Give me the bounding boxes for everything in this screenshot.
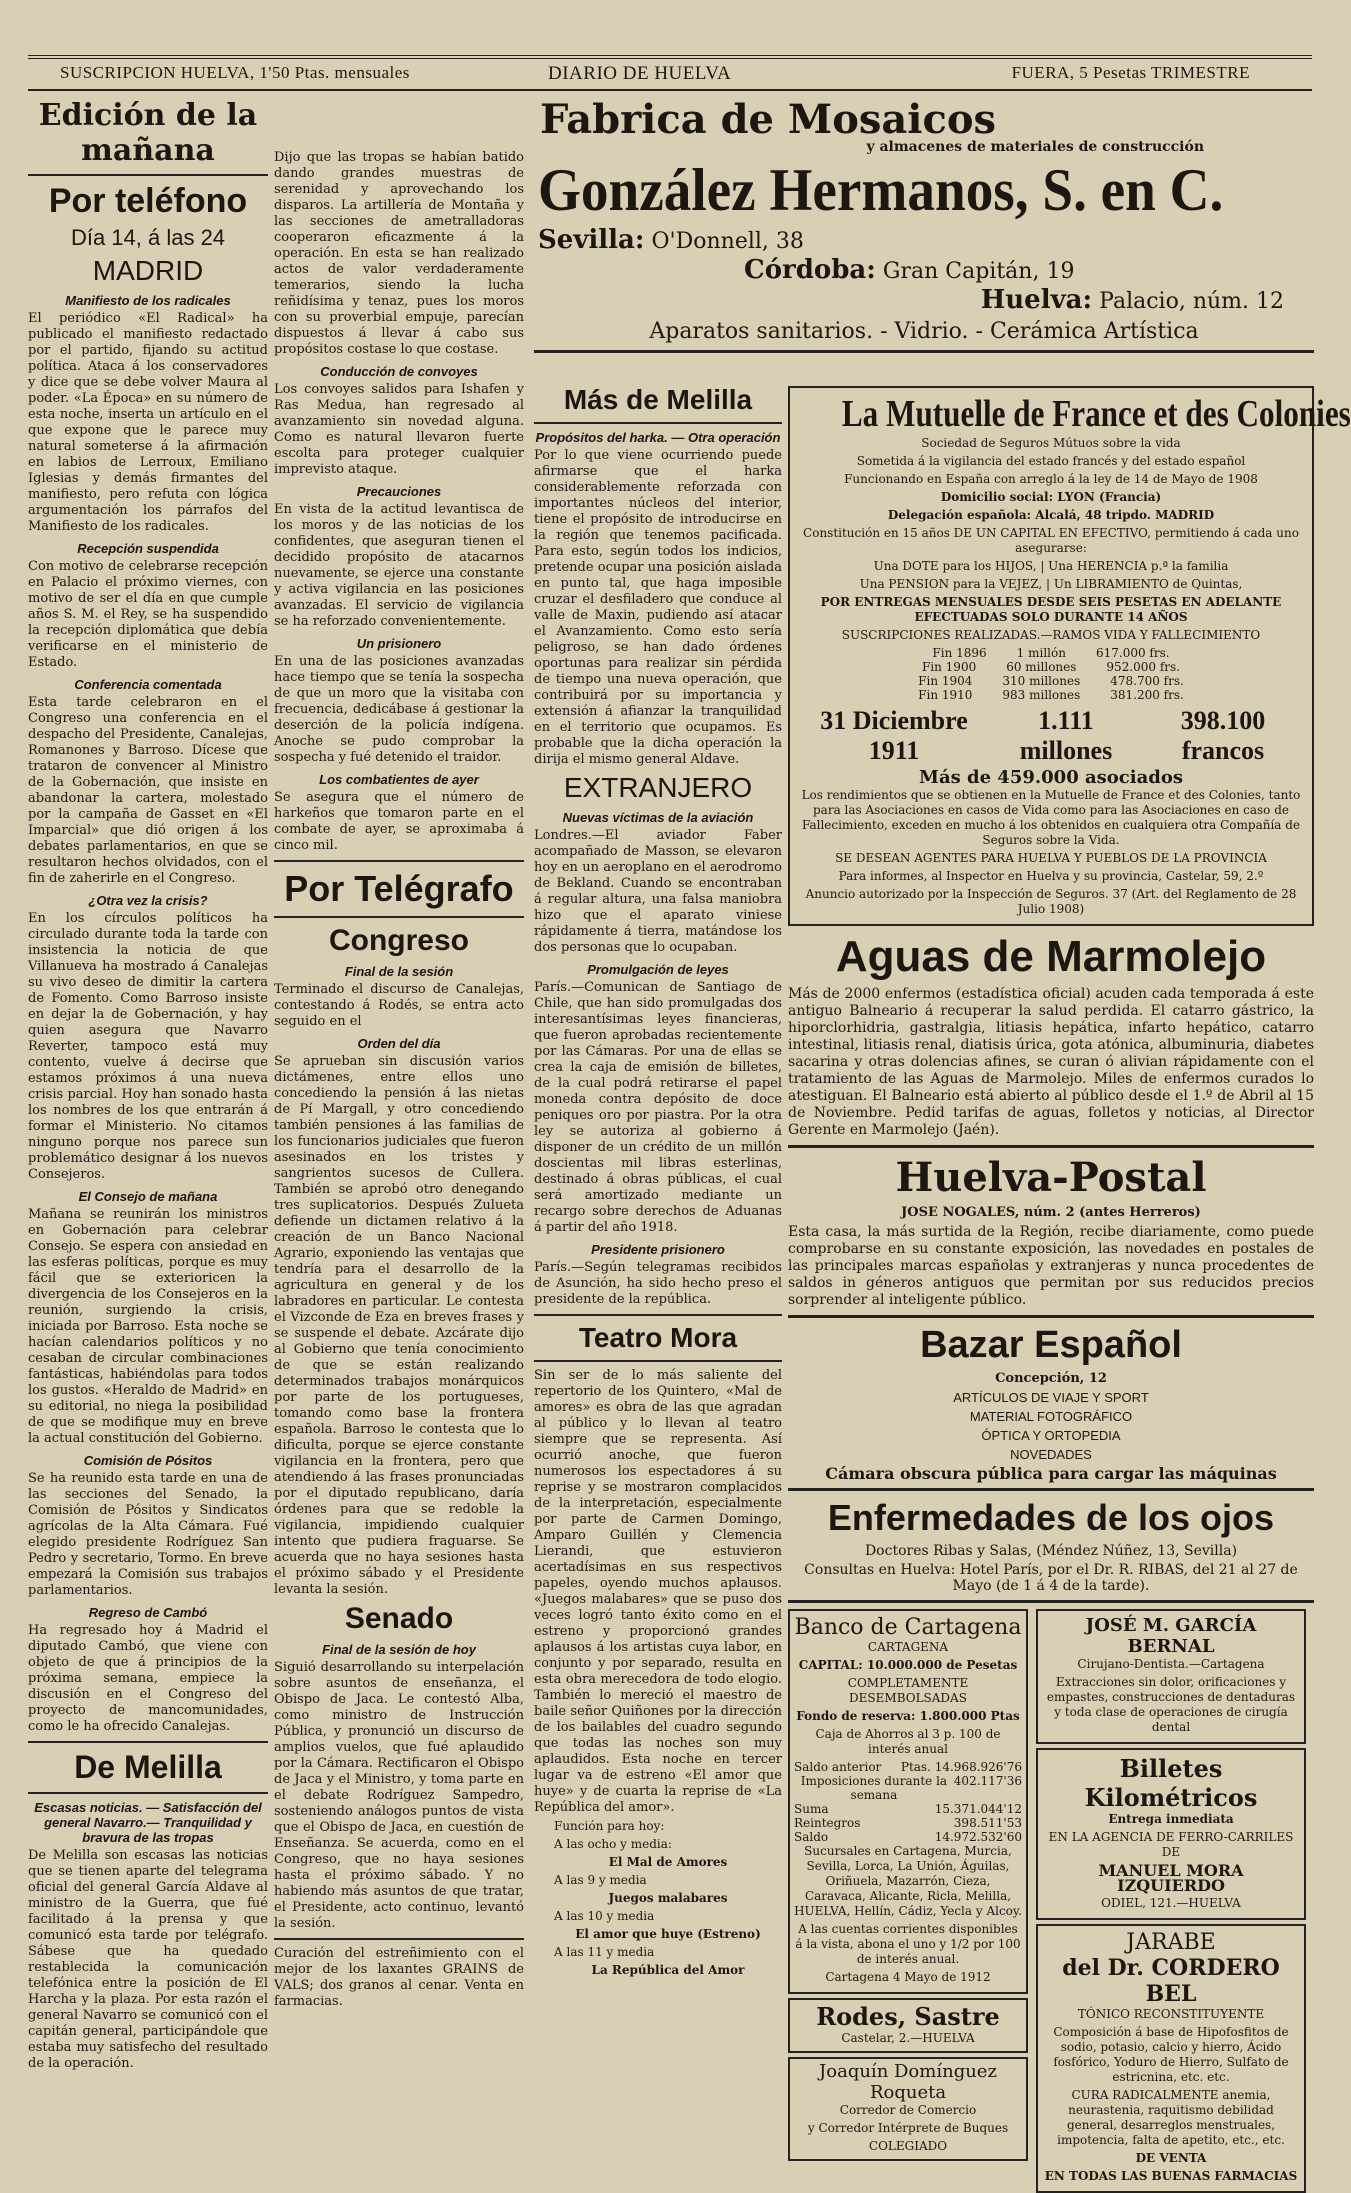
section-title: Precauciones bbox=[356, 484, 442, 499]
right-small-ads bbox=[1036, 1609, 1306, 2193]
bazar-espanol-ad: Bazar Español Concepción, 12 ARTÍCULOS DE VIAJE Y SPORT MATERIAL FOTOGRÁFICO ÓPTICA Y ORTOPEDIA NOVEDADES Cámara obscura pública para cargar las máquinas bbox=[825, 1324, 1277, 1483]
banco-row: Reintegros 398.511'53 bbox=[794, 1816, 1022, 1830]
section-text: París.—Según telegramas recibidos de Asunción, ha sido hecho preso el presidente de la república. bbox=[534, 1260, 782, 1307]
mutuelle-row: Fin 1904 310 millones 478.700 frs. bbox=[918, 674, 1184, 688]
por-telefono-heading: Por teléfono bbox=[48, 182, 248, 220]
section-title: El Consejo de mañana bbox=[78, 1189, 218, 1204]
section-title: Conferencia comentada bbox=[74, 677, 222, 692]
section-text: El periódico «El Radical» ha publicado el manifiesto redactado por el partido, fijando su actitud política. Ataca á los conservadores y dice que se debe volver Maura al poder. «La Época» en su número de esta noche, inserta un artículo en el que expone que le parece muy natural someterse á la afirmación en labios de Lerroux, Emiliano Iglesias y demás firmantes del manifiesto, pero refuta con lógica argumentación los párrafos del Manifiesto de los radicales. bbox=[28, 311, 268, 534]
banco-row: Suma 15.371.044'12 bbox=[794, 1802, 1022, 1816]
column-4 bbox=[788, 380, 1351, 2183]
gonzalez-heading: González Hermanos, S. en C. bbox=[538, 157, 1224, 223]
jarabe-ad: JARABE del Dr. CORDERO BEL TÓNICO RECONSTITUYENTE Composición á base de Hipofosfitos de sodio, potasio, calcio y hierro, Ácido fosfórico, Yoduro de Hierro, Sulfato de estricnina, etc. etc. CURA RADICALMENTE anemia, neurastenia, raquitismo debilidad general, desarreglos menstruales, impotencia, falta de apetito, etc., etc. DE VENTA EN TODAS LAS BUENAS FARMACIAS bbox=[1036, 1924, 1306, 2193]
subscription-huelva: SUSCRIPCION HUELVA, 1'50 Ptas. mensuales bbox=[60, 63, 410, 82]
section-text: Mañana se reunirán los ministros en Gobernación para celebrar Consejo. Se espera con ansiedad en las esferas políticas, porque es muy fácil que se exterioricen la divergencia de los Consejeros en la reunión, surgiendo la crisis, iniciada por Barroso. Esta noche se hacían calendarios políticos y no cesaban de circular combinaciones fantásticas, habiéndolas para todos los gustos. «Heraldo de Madrid» en su editorial, no niega la posibilidad de que se modifique muy en breve la actual constitución del Gobierno. bbox=[28, 1207, 268, 1446]
teatro-heading: Teatro Mora bbox=[578, 1322, 738, 1353]
huelva-address: Huelva: Palacio, núm. 12 bbox=[980, 285, 1284, 315]
section-text: En vista de la actitud levantisca de los moros y de las noticias de los confidentes, que aseguran tienen el decidido propósito de atacarnos nuevamente, se ejerce una constante y activa vigilancia en las posiciones avanzadas. El servicio de vigilancia se ha reforzado convenientemente. bbox=[274, 502, 524, 629]
section-text: Londres.—El aviador Faber acompañado de Masson, se elevaron hoy en un aeroplano en el aerodromo de Bekland. Cuando se encontraban á regular altura, una falsa maniobra hizo que el aparato viniese rápidamente á tierra, matándose los dos personas que lo ocupaban. bbox=[534, 828, 782, 955]
section-text: París.—Comunican de Santiago de Chile, que han sido promulgadas dos interesantísimas leyes financieras, que fueron aprobadas recientemente por las Cámaras. Por una de ellas se crea la caja de emisión de billetes, de la cual podrá retirarse el papel moneda contra depósito de doce peniques oro por piastra. Por la otra ley se autoriza al gobierno á disponer de un crédito de un millón doscientas mil libras esterlinas, destinado á obras públicas, el cual será amortizado mediante un recargo sobre derechos de Aduanas á partir del año 1918. bbox=[534, 980, 782, 1235]
section-text: Esta tarde celebraron en el Congreso una conferencia en el despacho del Presidente, Canalejas, Romanones y Barroso. Dícese que trataron de convencer al Ministro de la Gobernación, que insiste en abandonar la cartera, molestado por la campaña de Gasset en «El Imparcial» que dió origen á los debates parlamentarios, en que se resultaron hechos olvidados, con el fin de zaherirle en el Congreso. bbox=[28, 695, 268, 886]
section-text: Dijo que las tropas se habían batido dando grandes muestras de serenidad y aprovechando los disparos. La artillería de Montaña y las secciones de ametralladoras cooperaron eficazmente á la operación. En esta se han realizado actos de valor verdaderamente temerarios, siendo la lucha reñidísima y tenaz, pues los moros con su proverbial empuje, parecían dispuestos á llevar á cabo sus propósitos costase lo que costase. bbox=[274, 150, 524, 357]
dateline: Día 14, á las 24 bbox=[70, 225, 226, 250]
section-text: De Melilla son escasas las noticias que se tienen aparte del telegrama oficial del general García Aldave al ministro de la Guerra, que fué facilitado á la prensa y que comunicó esta tarde por telégrafo. Sábese que ha quedado restablecida la comunicación telefónica entre la posición de El Harcha y la plaza. Por esta razón el general Navarro se comunicó con el capitán general, participándole que estaba muy satisfecho del resultado de la operación. bbox=[28, 1848, 268, 2071]
section-text: Se aprueban sin discusión varios dictámenes, entre ellos uno concediendo la pensión á las nietas de Pí Margall, y otro concediendo también pensiones á las familias de los funcionarios judiciales que fueron asesinados en los tristes y sangrientos sucesos de Cullera. También se aprobó otro denegando tres suplicatorios. Después Zulueta defiende un dictamen relativo á la creación de un Banco Nacional Agrario, exponiendo las ventajas que tendría para el desarrollo de la agricultura en general y de los labradores en particular. Le contesta el Vizconde de Eza en breves frases y se suspende el debate. Azcárate dijo al Gobierno que tenía conocimiento de que se están realizando determinados trabajos monárquicos por parte de los portugueses, tomando como base la frontera española. Barroso le contesta que lo dificulta, porque se ejerce constante vigilancia en la frontera, pero que atendiendo á las frases pronunciadas por el diputado republicano, daría órdenes para que se redoble la vigilancia, impidiendo cualquier intento que pudiera fraguarse. Se acuerda que no haya sesiones hasta el próximo sábado y el Presidente levanta la sesión. bbox=[274, 1054, 524, 1597]
section-text: En una de las posiciones avanzadas hace tiempo que se tenía la sospecha de que un moro que la visitaba con frecuencia, dedicábase á gestionar la deserción de la policía indígena. Anoche se pudo comprobar la sospecha y fué detenido el traidor. bbox=[274, 654, 524, 765]
section-title: Escasas noticias. — Satisfacción del general Navarro.— Tranquilidad y bravura de las tropas bbox=[34, 1800, 262, 1845]
section-title: Propósitos del harka. — Otra operación bbox=[535, 430, 781, 445]
section-title: Comisión de Pósitos bbox=[83, 1453, 213, 1468]
function-list: Función para hoy: A las ocho y media: El Mal de Amores A las 9 y media Juegos malabares A las 10 y media El amor que huye (Estreno) A las 11 y media La República del Amor bbox=[554, 1819, 761, 1977]
section-text: Se ha reunido esta tarde en una de las secciones del Senado, la Comisión de Pósitos y Sindicatos agrícolas de la Alta Cámara. Fué elegido presidente Rodríguez San Pedro y secretario, Tormo. En breve empezará la Comisión sus trabajos parlamentarios. bbox=[28, 1471, 268, 1598]
subscription-outside: FUERA, 5 Pesetas TRIMESTRE bbox=[1011, 63, 1250, 82]
aparatos-line: Aparatos sanitarios. - Vidrio. - Cerámica Artística bbox=[649, 319, 1199, 344]
mutuelle-row: Fin 1896 1 millón 617.000 frs. bbox=[932, 646, 1170, 660]
section-text: Con motivo de celebrarse recepción en Palacio el próximo viernes, con motivo de ser el día en que cumple años S. M. el Rey, se ha suspendido la recepción diplomática que debía verificarse en el ministerio de Estado. bbox=[28, 559, 268, 670]
section-title: Nuevas víctimas de la aviación bbox=[562, 810, 754, 825]
banco-row: Saldo anterior Ptas. 14.968.926'76 bbox=[794, 1760, 1022, 1774]
section-title: ¿Otra vez la crisis? bbox=[88, 893, 208, 908]
section-title: Orden del día bbox=[357, 1036, 441, 1051]
column-3 bbox=[534, 380, 782, 2040]
mutuelle-row: Fin 1900 60 millones 952.000 frs. bbox=[921, 660, 1181, 674]
mutuelle-ad: La Mutuelle de France et des Colonies Sociedad de Seguros Mútuos sobre la vida Sometida á la vigilancia del estado francés y del estado español Funcionando en España con arreglo á la ley de 14 de Mayo de 1908 Domicilio social: LYON (Francia) Delegación española: Alcalá, 48 tripdo. MADRID Constitución en 15 años DE UN CAPITAL EN EFECTIVO, permitiendo á cada uno asegurarse: Una DOTE para los HIJOS, | Una HERENCIA p.ª la familia Una PENSION para la VEJEZ, | Un LIBRAMIENTO de Quintas, POR ENTREGAS MENSUALES DESDE SEIS PESETAS EN ADELANTE EFECTUADAS SOLO DURANTE 14 AÑOS SUSCRIPCIONES REALIZADAS.—RAMOS VIDA Y FALLECIMIENTO Fin 1896 1 millón 617.000 frs. Fin 1900 60 millones 952.000 frs. Fin 1904 310 millones 478.700 frs. Fin 1910 983 millones 381.200 frs. 31 Diciembre 1911 1.111 millones 398.100 francos Más de 459.000 asociados Los rendimientos que se obtienen en la Mutuelle de France et des Colonies, tanto para las Asociaciones en casos de Vida como para las Asociaciones en caso de Fallecimiento, exceden en mucho á los obtenidos en cualquiera otra Compañía de Seguros sobre la Vida. SE DESEAN AGENTES PARA HUELVA Y PUEBLOS DE LA PROVINCIA Para informes, al Inspector en Huelva y su provincia, Castelar, 59, 2.º Anuncio autorizado por la Inspección de Seguros. 37 (Art. del Reglamento de 28 Julio 1908) bbox=[788, 386, 1314, 926]
mas-melilla-heading: Más de Melilla bbox=[563, 384, 753, 415]
section-title: Los combatientes de ayer bbox=[319, 772, 479, 787]
paper-title: DIARIO DE HUELVA bbox=[548, 63, 732, 84]
section-text: Terminado el discurso de Canalejas, contestando á Rodés, se entra acto seguido en el bbox=[274, 982, 524, 1029]
section-title: Promulgación de leyes bbox=[587, 962, 729, 977]
banco-row: Saldo 14.972.532'60 bbox=[794, 1830, 1022, 1844]
city-madrid: MADRID bbox=[92, 255, 204, 286]
aguas-ad: Aguas de Marmolejo Más de 2000 enfermos (estadística oficial) acuden cada temporada á este antiguo Balneario á recuperar la salud perdida. El catarro gástrico, la hiporclorhidria, gastralgia, litiasis hepática, infarto hepático, catarro intestinal, litiasis renal, diatisis úrica, gota atónica, albuminuria, diabetes sacarina y otras dolencias afines, se curan ó alivian rápidamente con el tratamiento de las Aguas de Marmolejo. Miles de enfermos curados lo atestiguan. El Balneario está abierto al público desde el 1.º de Abril al 15 de Noviembre. Pedid tarifas de aguas, folletos y noticias, al Director Gerente en Marmolejo (Jaén). bbox=[788, 932, 1314, 1138]
bottom-ads bbox=[788, 1609, 1314, 2193]
column-1 bbox=[28, 92, 268, 2071]
mosaic-ad bbox=[534, 92, 1314, 372]
fabrica-heading: Fabrica de Mosaicos bbox=[540, 96, 997, 143]
banco-cartagena-ad: Banco de Cartagena CARTAGENA CAPITAL: 10.000.000 de Pesetas COMPLETAMENTE DESEMBOLSADAS Fondo de reserva: 1.800.000 Ptas Caja de Ahorros al 3 p. 100 de interés anual Saldo anterior Ptas. 14.968.926'76 Imposiciones durante la semana 402.117'36 Suma 15.371.044'12 Reintegros 398.511'53 Saldo 14.972.532'60 Sucursales en Cartagena, Murcia, Sevilla, Lorca, La Unión, Águilas, Oriñuela, Mazarrón, Cieza, Caravaca, Alicante, Ricla, Melilla, HUELVA, Hellín, Cádiz, Yecla y Alcoy. A las cuentas corrientes disponibles á la vista, abona el uno y 1/2 por 100 de interés anual. Cartagena 4 Mayo de 1912 Rodes, Sastre Castelar, 2.—HUELVA Joaquín Domínguez Roqueta Corredor de Comercio y Corredor Intérprete de Buques COLEGIADO bbox=[788, 1609, 1028, 2193]
congreso-heading: Congreso bbox=[328, 924, 469, 957]
mutuelle-total: 31 Diciembre 1911 1.111 millones 398.100 francos bbox=[820, 706, 1266, 765]
fabrica-subtitle: y almacenes de materiales de construcción bbox=[866, 139, 1204, 155]
section-title: Conducción de convoyes bbox=[320, 364, 478, 379]
section-text: Se asegura que el número de harkeños que tomaron parte en el combate de ayer, se aproximaba á cinco mil. bbox=[274, 790, 524, 853]
mutuelle-table bbox=[796, 646, 1306, 702]
section-text: En los círculos políticos ha circulado durante toda la tarde con insistencia la noticia de que Villanueva ha mostrado á Canalejas su vivo deseo de dimitir la cartera de Fomento. Como Barroso insiste en dejar la de Gobernación, y hay quien asegura que Navarro Reverter, tampoco está muy contento, vuelve á decirse que estamos próximos á una nueva crisis parcial. Hoy han sonado hasta los nombres de los que entrarán á formar el Ministerio. No citamos ninguno porque nos parece sun problemático designar á los nuevos Consejeros. bbox=[28, 911, 268, 1182]
billetes-ad: Billetes Kilométricos Entrega inmediata EN LA AGENCIA DE FERRO-CARRILES DE MANUEL MORA IZQUIERDO ODIEL, 121.—HUELVA bbox=[1036, 1748, 1306, 1920]
section-title: Final de la sesión de hoy bbox=[322, 1642, 476, 1657]
banco-table bbox=[794, 1760, 1022, 1844]
section-text: Los convoyes salidos para Ishafen y Ras Medua, han regresado al avanzamiento sin novedad alguna. Como es natural llevaron fuerte escolta para proteger cualquier imprevisto ataque. bbox=[274, 382, 524, 477]
column-2 bbox=[274, 150, 524, 2040]
sevilla-address: Sevilla: O'Donnell, 38 bbox=[538, 225, 804, 255]
section-title: Manifiesto de los radicales bbox=[65, 293, 231, 308]
masthead bbox=[0, 55, 1340, 91]
joaquin-ad: Joaquín Domínguez Roqueta Corredor de Comercio y Corredor Intérprete de Buques COLEGIADO bbox=[788, 2057, 1028, 2161]
section-title: Regreso de Cambó bbox=[88, 1605, 208, 1620]
garcia-bernal-ad: JOSÉ M. GARCÍA BERNAL Cirujano-Dentista.—Cartagena Extracciones sin dolor, orificaciones y empastes, construcciones de dentaduras y toda clase de operaciones de cirugía dental bbox=[1036, 1609, 1306, 1744]
laxative-ad: Curación del estreñimiento con el mejor de los laxantes GRAINS de VALS; dos granos al cenar. Venta en farmacias. bbox=[274, 1946, 524, 2009]
section-text: Sin ser de lo más saliente del repertorio de los Quintero, «Mal de amores» es obra de las que agradan al público y lo llevan al teatro siempre que se representa. Así ocurrió anoche, que fueron numerosos los espectadores á su reprise y se mostraron complacidos de la interpretación, especialmente por parte de Carmen Domingo, Amparo Guillén y Clemencia Lierandi, que estuvieron acertadísimas en sus respectivos papeles, oyendo muchos aplausos. «Juegos malabares» que se puso dos veces logró tanto éxito como en el estreno y proporcionó grandes aplausos á los artistas cuya labor, en conjunto y por separado, resulta en esta obra merecedora de todo elogio. También lo mereció el maestro de baile señor Quiñones por la dirección de los bailables del cuadro segundo que todas las noches son muy aplaudidos. Esta noche en tercer lugar va de estreno «El amor que huye» y de cuarta la reprise de «La República del amor». bbox=[534, 1368, 782, 1815]
section-title: Recepción suspendida bbox=[77, 541, 219, 556]
ojos-ad: Enfermedades de los ojos Doctores Ribas y Salas, (Méndez Núñez, 13, Sevilla) Consultas en Huelva: Hotel París, por el Dr. R. RIBAS, del 21 al 27 de Mayo (de 1 á 4 de la tarde). bbox=[804, 1497, 1298, 1594]
extranjero-heading: EXTRANJERO bbox=[563, 772, 753, 803]
huelva-postal-ad: Huelva-Postal JOSE NOGALES, núm. 2 (antes Herreros) Esta casa, la más surtida de la Región, recibe diariamente, como puede comprobarse en su constante exposición, las novedades en postales de las principales marcas españolas y extranjeras y nunca procedentes de saldos in géneros antiguos que permitan por sus reducidos precios sorprender al inteligente público. bbox=[788, 1154, 1314, 1308]
edition-heading: Edición de la mañana bbox=[38, 98, 258, 168]
por-telegrafo-heading: Por Telégrafo bbox=[284, 868, 514, 909]
section-title: Un prisionero bbox=[356, 636, 442, 651]
section-text: Siguió desarrollando su interpelación sobre asuntos de enseñanza, el Obispo de Jaca. Le contestó Alba, como ministro de Instrucción Pública, y pronunció un discurso de amplios vuelos, que fué aplaudido por la Cámara. Rectificaron el Obispo de Jaca y el Ministro, y toma parte en el debate Rodríguez Sampedro, sosteniendo análogos puntos de vista que el Obispo de Jaca, en cuestión de Enseñanza. Se acuerda, como en el Congreso, que no haya sesiones hasta el próximo sábado. Y no habiendo más asuntos de que tratar, el Presidente, acto continuo, levantó la sesión. bbox=[274, 1660, 524, 1931]
senado-heading: Senado bbox=[344, 1602, 454, 1635]
section-text: Ha regresado hoy á Madrid el diputado Cambó, que viene con objeto de que á principios de la próxima semana, empiece la discusión en el Congreso del proyecto de mancomunidades, como le ha ofrecido Canalejas. bbox=[28, 1623, 268, 1734]
section-title: Final de la sesión bbox=[344, 964, 454, 979]
section-title: Presidente prisionero bbox=[591, 1242, 725, 1257]
rodes-ad: Rodes, Sastre Castelar, 2.—HUELVA bbox=[788, 1998, 1028, 2053]
banco-row: Imposiciones durante la semana 402.117'36 bbox=[800, 1774, 1022, 1802]
mutuelle-row: Fin 1910 983 millones 381.200 frs. bbox=[918, 688, 1184, 702]
section-text: Por lo que viene ocurriendo puede afirmarse que el harka considerablemente reforzada con importantes núcleos del interior, tiene el propósito de introducirse en la región que tenemos pacificada. Para esto, según todos los indicios, pretende ocupar una posición aislada en punto tal, que haga imposible cruzar el desfiladero que conduce al valle de Maxin, pudiendo así atacar el Avanzamiento. Como esto sería peligroso, se han dado órdenes oportunas para realizar sin pérdida de tiempo una nueva operación, que contribuirá por su importancia y extensión á afianzar la tranquilidad en el territorio que ocupamos. Es probable que la dicha operación la dirija el mismo general Aldave. bbox=[534, 448, 782, 767]
de-melilla-heading: De Melilla bbox=[74, 1749, 222, 1785]
cordoba-address: Córdoba: Gran Capitán, 19 bbox=[744, 255, 1075, 285]
